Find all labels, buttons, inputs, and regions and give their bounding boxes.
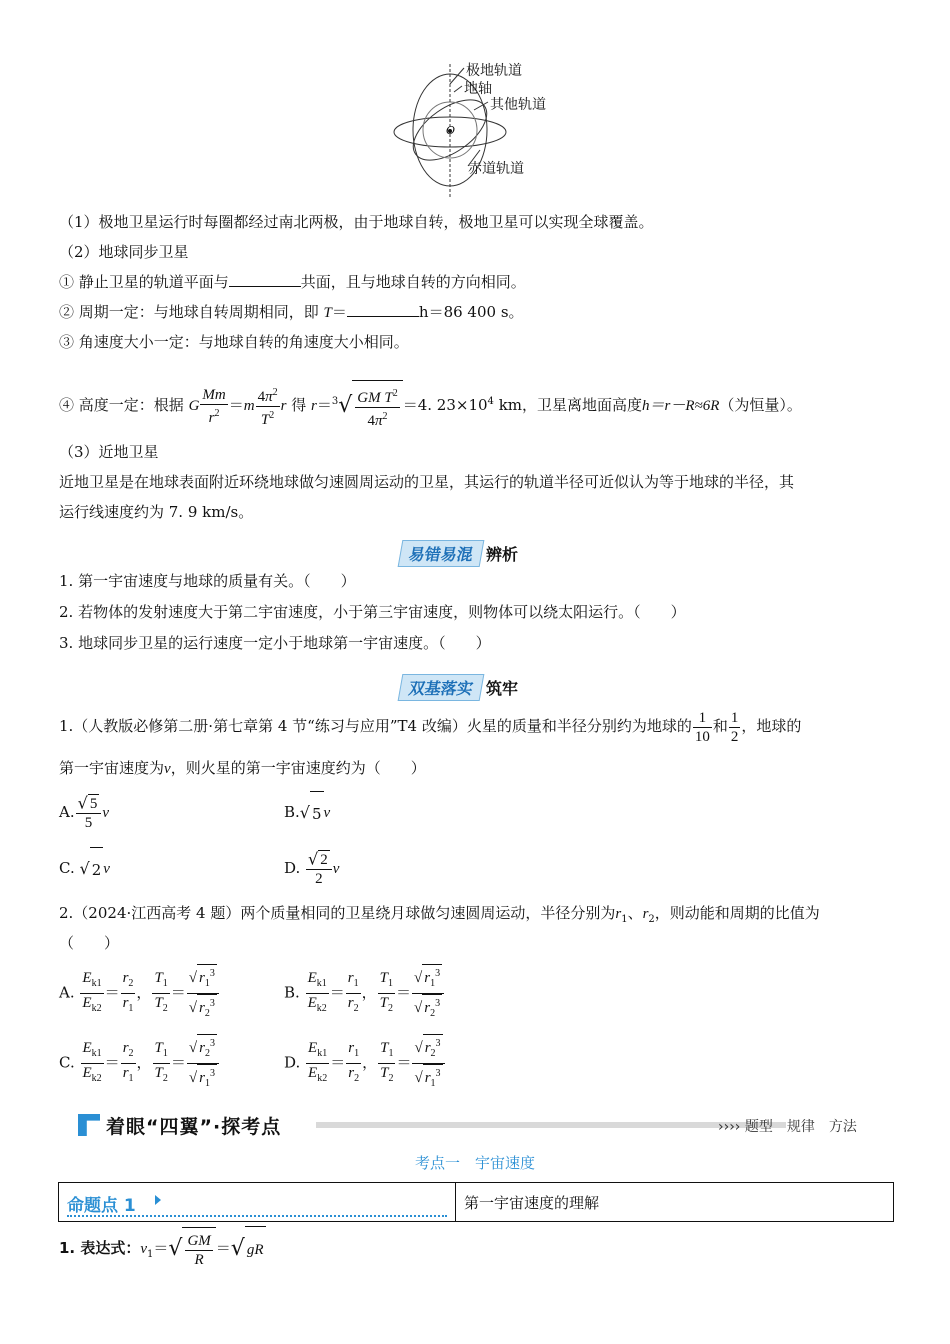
q1-option-d[interactable]: D. $\frac{√ 2}{2}$ v bbox=[284, 849, 340, 888]
question-2-stem: 2.（2024·江西高考 4 题）两个质量相同的卫星绕月球做匀速圆周运动，半径分别为$r_1$、$r_2$，则动能和周期的比值为 bbox=[59, 904, 820, 925]
formula-gmm: $\frac{Mm}{r^2}$ bbox=[202, 386, 226, 426]
judge-item-1: 1. 第一宇宙速度与地球的质量有关。（ ） bbox=[59, 572, 356, 590]
q2-option-d[interactable]: D. $\frac{E_{k1}}{E_{k2}}$ ＝ $\frac{r_1}{r_2}$ ， $\frac{T_1}{T_2}$ ＝ $\frac{√ r_2^3}{√ r_1^3}$ bbox=[284, 1034, 446, 1093]
note-sync-2: ② 周期一定：与地球自转周期相同，即 T＝ h＝86 400 s。 bbox=[59, 303, 524, 321]
q2-option-b[interactable]: B. $\frac{E_{k1}}{E_{k2}}$ ＝ $\frac{r_1}{r_2}$ ， $\frac{T_1}{T_2}$ ＝ $\frac{√ r_1^3}{√ r_2^3}$ bbox=[284, 964, 445, 1023]
q1-option-c[interactable]: C. √ 2 v bbox=[59, 846, 110, 892]
mingti-label: 命题点 1 bbox=[67, 1196, 136, 1216]
judge-item-3: 3. 地球同步卫星的运行速度一定小于地球第一宇宙速度。（ ） bbox=[59, 634, 491, 652]
section-header-bar bbox=[78, 1110, 878, 1140]
header-accent bbox=[78, 1114, 100, 1136]
note-low-1: 近地卫星是在地球表面附近环绕地球做匀速圆周运动的卫星，其运行的轨道半径可近似认为等于地球的半径，其 bbox=[59, 473, 795, 491]
section-tags: ›››› 题型 规律 方法 bbox=[718, 1119, 857, 1135]
expression-line: 1. 表达式：$v_1=√$ $\frac{GM}{R}$ ＝√ gR bbox=[59, 1226, 266, 1277]
orbit-diagram bbox=[388, 58, 558, 206]
q2-option-a[interactable]: A. $\frac{E_{k1}}{E_{k2}}$ ＝ $\frac{r_2}{r_1}$ ， $\frac{T_1}{T_2}$ ＝ $\frac{√ r_1^3}{√ r_2^3}$ bbox=[59, 964, 220, 1023]
note-sync-1: ① 静止卫星的轨道平面与 共面，且与地球自转的方向相同。 bbox=[59, 273, 526, 291]
note-low-2: 运行线速度约为 7. 9 km/s。 bbox=[59, 503, 254, 521]
mingti-underline bbox=[67, 1215, 447, 1217]
mingti-desc: 第一宇宙速度的理解 bbox=[464, 1194, 600, 1212]
q1-option-b[interactable]: B.√ 5 v bbox=[284, 790, 330, 836]
header-rule bbox=[316, 1122, 786, 1128]
kaodian-title: 考点一 宇宙速度 bbox=[414, 1154, 535, 1172]
mingti-arrow-icon bbox=[155, 1195, 161, 1205]
label-earth-axis: 地轴 bbox=[464, 81, 492, 97]
note-sync-heading: （2）地球同步卫星 bbox=[59, 243, 189, 261]
question-2-stem-cont: （ ） bbox=[59, 934, 120, 952]
section-banner-basics: 双基落实 筑牢 bbox=[400, 674, 518, 700]
note-low-heading: （3）近地卫星 bbox=[59, 443, 159, 461]
label-other-orbit: 其他轨道 bbox=[490, 97, 546, 113]
q1-option-a[interactable]: A. $\frac{√ 5}{5}$ v bbox=[59, 793, 109, 832]
judge-item-2: 2. 若物体的发射速度大于第二宇宙速度，小于第三宇宙速度，则物体可以绕太阳运行。（ ） bbox=[59, 603, 686, 621]
fill-blank[interactable] bbox=[347, 302, 419, 317]
note-sync-3: ③ 角速度大小一定：与地球自转的角速度大小相同。 bbox=[59, 333, 409, 351]
question-1-stem-cont: 第一宇宙速度为v，则火星的第一宇宙速度约为（ ） bbox=[59, 759, 426, 777]
section-tag: 易错易混 bbox=[398, 540, 485, 567]
label-equator-orbit: 赤道轨道 bbox=[468, 161, 524, 177]
q2-option-c[interactable]: C. $\frac{E_{k1}}{E_{k2}}$ ＝ $\frac{r_2}{r_1}$ ， $\frac{T_1}{T_2}$ ＝ $\frac{√ r_2^3}{√ r_1^3}$ bbox=[59, 1034, 220, 1093]
formula-4pi2: $\frac{4\pi^2}{T^2}$ bbox=[256, 384, 280, 429]
section-banner-errors: 易错易混 辨析 bbox=[400, 540, 518, 566]
diagram-center-label: O bbox=[446, 124, 456, 137]
question-1-stem: 1.（人教版必修第二册·第七章第 4 节“练习与应用”T4 改编）火星的质量和半径分别约为地球的 $\frac{1}{10}$ 和 $\frac{1}{2}$ ，地球的 bbox=[59, 709, 802, 745]
section-tag: 双基落实 bbox=[398, 674, 485, 701]
mingti-left bbox=[59, 1183, 456, 1221]
note-polar: （1）极地卫星运行时每圈都经过南北两极，由于地球自转，极地卫星可以实现全球覆盖。 bbox=[59, 213, 654, 231]
mingti-box bbox=[58, 1182, 894, 1222]
fill-blank[interactable] bbox=[229, 272, 301, 287]
section-title: 着眼“四翼”·探考点 bbox=[106, 1116, 282, 1138]
note-sync-4: ④ 高度一定：根据 G $\frac{Mm}{r^2}$ ＝m $\frac{4\pi^2}{T^2}$ r 得 r＝$^3$√ $\frac{GM T^2}{4\pi^2}$ ＝4. $23\times 10^4$ km，卫星离地面高度h＝r－R≈6R（为恒量）。 bbox=[59, 376, 802, 433]
label-polar-orbit: 极地轨道 bbox=[466, 63, 522, 79]
